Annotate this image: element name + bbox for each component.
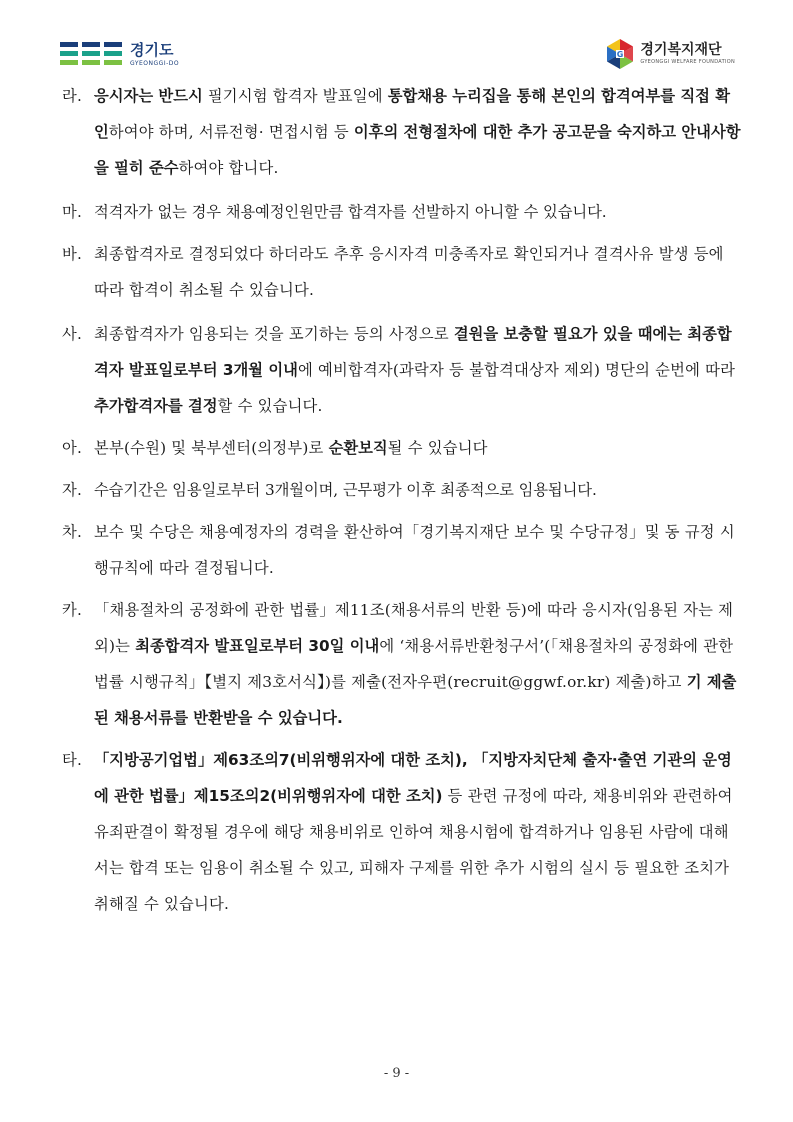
svg-text:G: G bbox=[617, 50, 624, 59]
text-segment: 에 ‘채용서류반환청구서’(「채용절차의 공정화에 관한 법률 시행규칙」【별지 제3호서식】)를 제출(전자우편(recruit@ggwf.or.kr) 제출)하고 bbox=[94, 637, 734, 691]
notice-item-ja bbox=[62, 472, 742, 508]
notice-item-ba bbox=[62, 236, 742, 308]
text-segment: 보수 및 수당은 채용예정자의 경력을 환산하여「경기복지재단 보수 및 수당규정」및 동 규정 시행규칙에 따라 결정됩니다. bbox=[94, 523, 735, 577]
text-segment: 순환보직 bbox=[328, 439, 388, 457]
text-segment: 에 예비합격자(과락자 등 불합격대상자 제외) 명단의 순번에 따라 bbox=[297, 361, 736, 379]
notice-item-ra bbox=[62, 78, 742, 186]
gyeonggi-welfare-foundation-logo bbox=[606, 38, 735, 70]
text-segment: 이후의 전형절차에 대한 추가 공고문을 숙지하고 안내사항을 필히 준수 bbox=[94, 123, 741, 177]
page-header bbox=[0, 0, 793, 80]
notice-item-ka bbox=[62, 592, 742, 736]
text-segment: 통합채용 누리집을 통해 본인의 합격여부를 직접 확인 bbox=[94, 87, 731, 141]
text-segment: 「채용절차의 공정화에 관한 법률」제11조(채용서류의 반환 등)에 따라 응시자(임용된 자는 제외)는 bbox=[94, 601, 734, 655]
text-segment: 될 수 있습니다 bbox=[387, 439, 488, 457]
item-marker: 마. bbox=[62, 203, 83, 221]
notice-item-a bbox=[62, 430, 742, 466]
text-segment: 결원을 보충할 필요가 있을 때에는 최종합격자 발표일로부터 3개월 이내 bbox=[94, 325, 732, 379]
text-segment: 응시자는 반드시 bbox=[94, 87, 203, 105]
text-segment: 수습기간은 임용일로부터 3개월이며, 근무평가 이후 최종적으로 임용됩니다. bbox=[94, 481, 597, 499]
gyeonggi-do-name: 경기도 bbox=[130, 41, 174, 59]
item-marker: 사. bbox=[62, 325, 83, 343]
text-segment: 「지방공기업법」제63조의7(비위행위자에 대한 조치), 「지방자치단체 출자·출연 기관의 운영에 관한 법률」제15조의2(비위행위자에 대한 조치) bbox=[94, 751, 732, 805]
item-marker: 바. bbox=[62, 245, 83, 263]
notice-item-sa bbox=[62, 316, 742, 424]
text-segment: 할 수 있습니다. bbox=[217, 397, 323, 415]
page-number: - 9 - bbox=[383, 1066, 410, 1081]
text-segment: 등 관련 규정에 따라, 채용비위와 관련하여 유죄판결이 확정될 경우에 해당 채용비위로 인하여 채용시험에 합격하거나 임용된 사람에 대해서는 합격 또는 임용이 취소될 수 있고, 피해자 구제를 위한 추가 시험의 실시 등 필요한 조치가 취해질 수 있습니다. bbox=[94, 787, 733, 913]
welfare-foundation-name-english: GYEONGGI WELFARE FOUNDATION bbox=[640, 59, 735, 65]
text-segment: 적격자가 없는 경우 채용예정인원만큼 합격자를 선발하지 아니할 수 있습니다. bbox=[94, 203, 607, 221]
text-segment: 최종합격자 발표일로부터 30일 이내 bbox=[135, 637, 380, 655]
text-segment: 최종합격자가 임용되는 것을 포기하는 등의 사정으로 bbox=[94, 325, 454, 343]
item-marker: 차. bbox=[62, 523, 83, 541]
text-segment: 하여야 하며, 서류전형· 면접시험 등 bbox=[108, 123, 354, 141]
item-marker: 카. bbox=[62, 601, 83, 619]
welfare-foundation-emblem-icon bbox=[606, 38, 634, 70]
item-marker: 자. bbox=[62, 481, 83, 499]
notice-list bbox=[62, 78, 742, 928]
text-segment: 기 제출된 채용서류를 반환받을 수 있습니다. bbox=[94, 673, 737, 727]
gyeonggi-do-name-english: GYEONGGI-DO bbox=[130, 60, 180, 67]
text-segment: 본부(수원) 및 북부센터(의정부)로 bbox=[94, 439, 329, 457]
gyeonggi-do-emblem-icon bbox=[60, 40, 124, 70]
text-segment: 추가합격자를 결정 bbox=[94, 397, 218, 415]
welfare-foundation-name: 경기복지재단 bbox=[640, 42, 722, 58]
item-marker: 라. bbox=[62, 87, 83, 105]
notice-item-ta bbox=[62, 742, 742, 922]
item-marker: 아. bbox=[62, 439, 83, 457]
notice-item-cha bbox=[62, 514, 742, 586]
text-segment: 필기시험 합격자 발표일에 bbox=[202, 87, 388, 105]
gyeonggi-do-logo bbox=[60, 40, 179, 70]
text-segment: 하여야 합니다. bbox=[178, 159, 279, 177]
item-marker: 타. bbox=[62, 751, 83, 769]
notice-item-ma bbox=[62, 194, 742, 230]
text-segment: 최종합격자로 결정되었다 하더라도 추후 응시자격 미충족자로 확인되거나 결격사유 발생 등에 따라 합격이 취소될 수 있습니다. bbox=[94, 245, 724, 299]
